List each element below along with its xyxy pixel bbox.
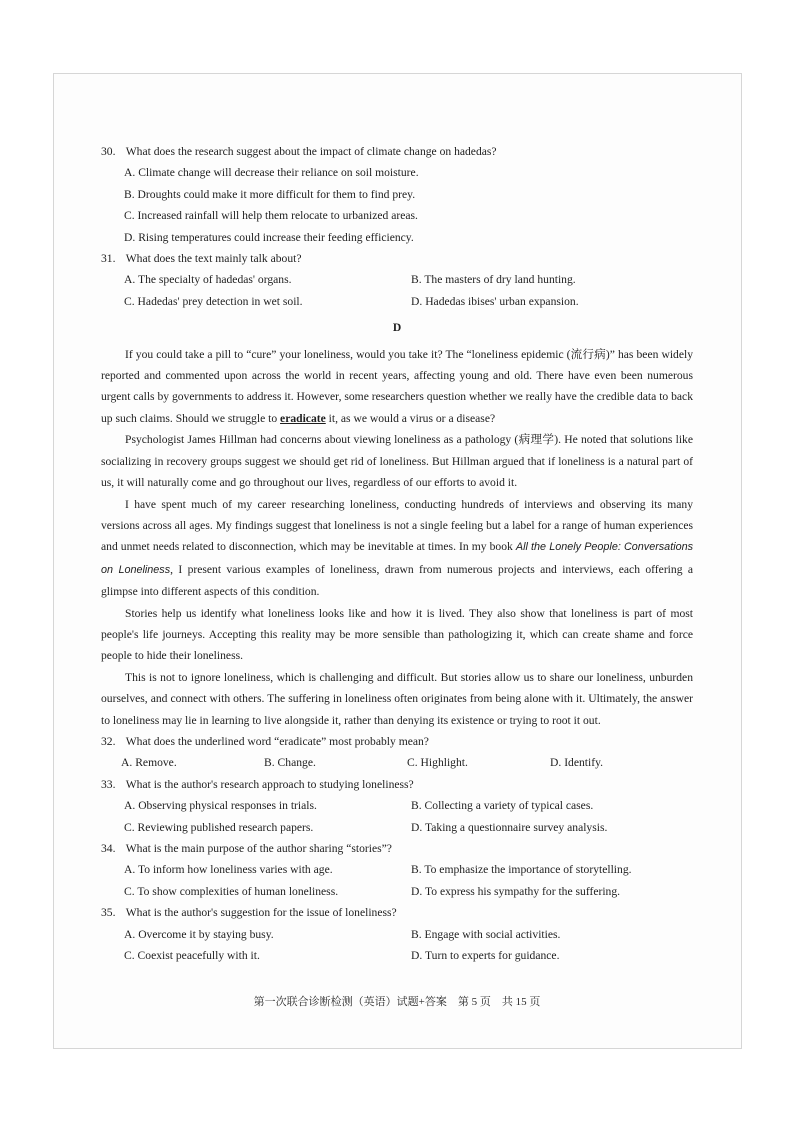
- option-31-d: D. Hadedas ibises' urban expansion.: [411, 294, 579, 308]
- option-33-c: C. Reviewing published research papers.: [124, 820, 314, 834]
- question-text: What does the research suggest about the impact of climate change on hadedas?: [125, 145, 497, 158]
- option-31-a: A. The specialty of hadedas' organs.: [124, 273, 292, 287]
- options-row: [101, 817, 693, 838]
- book-title: All the Lonely People: Conversations on Loneliness: [101, 541, 693, 576]
- option-35-a: A. Overcome it by staying busy.: [124, 927, 274, 941]
- question-33: 33. What is the author's research approach to studying loneliness?: [101, 777, 414, 791]
- options-row: [101, 945, 693, 966]
- question-34: 34. What is the main purpose of the author sharing “stories”?: [101, 842, 392, 855]
- option-33-b: B. Collecting a variety of typical cases.: [411, 799, 594, 813]
- paragraph-3: I have spent much of my career researching loneliness, conducting hundreds of interviews and observing its many versions across all ages. My findings suggest that loneliness is not a single feeling but a label for a range of human experiences and unmet needs related to disconnection, which may be inevitable at times. In my book All the Lonely People: Conversations on Loneliness, I present various examples of loneliness, drawn from numerous projects and interviews, each offering a glimpse into different aspects of this condition.: [101, 497, 693, 599]
- question-text: What is the author's suggestion for the issue of loneliness?: [125, 906, 397, 920]
- option-30-d: D. Rising temperatures could increase their feeding efficiency.: [124, 230, 414, 244]
- page-footer: 第一次联合诊断检测（英语）试题+答案 第 5 页 共 15 页: [253, 996, 541, 1008]
- underlined-word: eradicate: [280, 411, 326, 425]
- question-31: [101, 248, 693, 269]
- options-row: [101, 881, 693, 902]
- option-35-d: D. Turn to experts for guidance.: [411, 949, 560, 963]
- option-35-c: C. Coexist peacefully with it.: [124, 949, 260, 963]
- option-30-c: C. Increased rainfall will help them relocate to urbanized areas.: [124, 209, 418, 223]
- paragraph-2: Psychologist James Hillman had concerns about viewing loneliness as a pathology (病理学). He noted that solutions like socializing in recovery groups suggest we should get rid of loneliness. But Hillman argued that if loneliness is a natural part of us, it will naturally come and go throughout our lives, regardless of our efforts to avoid it.: [101, 433, 693, 490]
- question-32: 32. What does the underlined word “eradicate” most probably mean?: [101, 734, 429, 748]
- options-row: [101, 859, 693, 880]
- option-33-d: D. Taking a questionnaire survey analysis.: [411, 820, 608, 834]
- option-35-b: B. Engage with social activities.: [411, 927, 561, 941]
- options-row: [101, 795, 693, 816]
- question-text: What does the text mainly talk about?: [125, 252, 302, 266]
- option-32-b: B. Change.: [264, 756, 316, 770]
- exam-content: [101, 141, 693, 966]
- option-34-d: D. To express his sympathy for the suffering.: [411, 884, 621, 898]
- paragraph-1: If you could take a pill to “cure” your loneliness, would you take it? The “loneliness epidemic (流行病)” has been widely reported and commented upon across the world in recent years, affecting young and old. There have even been numerous urgent calls by governments to address it. However, some researchers question whether we really have the credible data to back up such claims. Should we struggle to eradicate it, as we would a virus or a disease?: [101, 347, 693, 425]
- option-30-b: B. Droughts could make it more difficult for them to find prey.: [124, 187, 416, 201]
- question-text: What does the underlined word “eradicate” most probably mean?: [125, 734, 429, 748]
- options-row: [101, 269, 693, 290]
- question-35: 35. What is the author's suggestion for the issue of loneliness?: [101, 906, 397, 920]
- option-30-a: A. Climate change will decrease their reliance on soil moisture.: [124, 166, 419, 180]
- question-30: [101, 141, 693, 162]
- option-31-c: C. Hadedas' prey detection in wet soil.: [124, 294, 303, 308]
- question-number: 31.: [101, 252, 116, 266]
- section-heading: D: [392, 321, 402, 335]
- passage: [101, 344, 693, 731]
- question-text: What is the author's research approach to studying loneliness?: [125, 777, 414, 791]
- option-34-c: C. To show complexities of human loneliness.: [124, 884, 339, 898]
- question-number: 30.: [101, 145, 116, 158]
- option-32-d: D. Identify.: [550, 756, 604, 770]
- option-34-b: B. To emphasize the importance of storytelling.: [411, 863, 632, 877]
- option-32-c: C. Highlight.: [407, 756, 468, 770]
- option-33-a: A. Observing physical responses in trials.: [124, 799, 317, 813]
- option-31-b: B. The masters of dry land hunting.: [411, 273, 576, 287]
- question-text: What is the main purpose of the author sharing “stories”?: [125, 842, 392, 855]
- options-row: [101, 924, 693, 945]
- options-row: [101, 752, 693, 773]
- options-row: [101, 291, 693, 312]
- option-34-a: A. To inform how loneliness varies with age.: [124, 863, 333, 877]
- paragraph-5: This is not to ignore loneliness, which is challenging and difficult. But stories allow us to share our loneliness, unburden ourselves, and connect with others. The suffering in loneliness often originates from being alone with it. Ultimately, the answer to loneliness may lie in learning to live alongside it, rather than denying its existence or trying to root it out.: [101, 670, 693, 727]
- paragraph-4: Stories help us identify what loneliness looks like and how it is lived. They also show that loneliness is part of most people's life journeys. Accepting this reality may be more sensible than pathologizing it, which can create shame and force people to hide their loneliness.: [101, 606, 693, 663]
- option-32-a: A. Remove.: [121, 756, 177, 770]
